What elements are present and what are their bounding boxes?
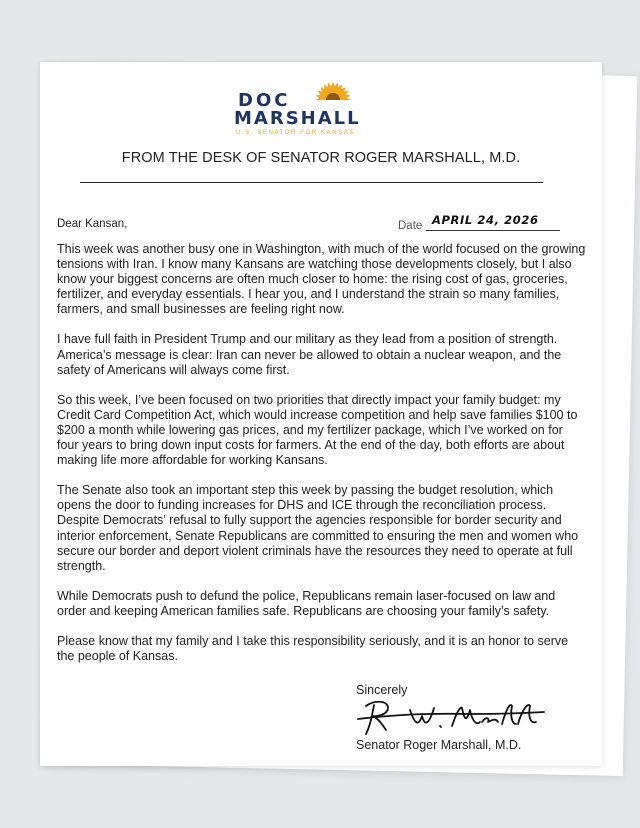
header-divider <box>80 182 543 183</box>
date-value: APRIL 24, 2026 <box>426 212 560 231</box>
paragraph: The Senate also took an important step this week by passing the budget resolution, which opens the door to funding increases for DHS and ICE through the reconciliation process. Despite Democrats’ refusal to fully support the agencies responsible for border security and interior enforcement, Senate Republicans are committed to ensuring the men and women who secure our border and deport violent criminals have the resources they need to operate at full strength. <box>57 483 579 573</box>
logo-text-marshall: MARSHALL <box>234 108 361 129</box>
paragraph: So this week, I’ve been focused on two priorities that directly impact your family budget: my Credit Card Competition Act, which would increase competition and help save families $100 to $200 a month while lowering gas prices, and my fertilizer package, which I’ve worked on for four years to bring down input costs for farmers. At the end of the day, both efforts are about making life more affordable for working Kansans. <box>57 392 578 468</box>
closing: Sincerely <box>356 683 408 697</box>
logo-tagline: U.S. SENATOR FOR KANSAS <box>236 130 355 136</box>
paragraph: Please know that my family and I take this responsibility seriously, and it is an honor to serve the people of Kansas. <box>57 633 569 664</box>
salutation: Dear Kansan, <box>57 218 128 230</box>
doc-marshall-logo <box>234 68 408 136</box>
signature-image <box>352 696 552 736</box>
letter-body <box>57 242 587 664</box>
sunflower-icon <box>308 70 358 106</box>
signature-name: Senator Roger Marshall, M.D. <box>356 738 522 752</box>
date-label: Date <box>398 220 423 232</box>
letterhead-heading: FROM THE DESK OF SENATOR ROGER MARSHALL, M.D. <box>121 150 521 166</box>
paragraph: While Democrats push to defund the police, Republicans remain laser-focused on law and order and keeping American families safe. Republicans are choosing your family’s safety. <box>57 588 556 618</box>
paragraph: I have full faith in President Trump and our military as they lead from a position of strength. America’s message is clear: Iran can never be allowed to obtain a nuclear weapon, and the safety of Americans will always come first. <box>57 332 562 377</box>
paragraph: This week was another busy one in Washington, with much of the world focused on the growing tensions with Iran. I know many Kansans are watching those developments closely, but I also know your biggest concerns are often much closer to home: the rising cost of gas, groceries, fertilizer, and everyday essentials. I hear you, and I understand the strain so many families, farmers, and small businesses are feeling right now. <box>57 242 586 317</box>
logo-text-doc: DOC <box>238 90 291 111</box>
letter-page <box>40 62 602 766</box>
